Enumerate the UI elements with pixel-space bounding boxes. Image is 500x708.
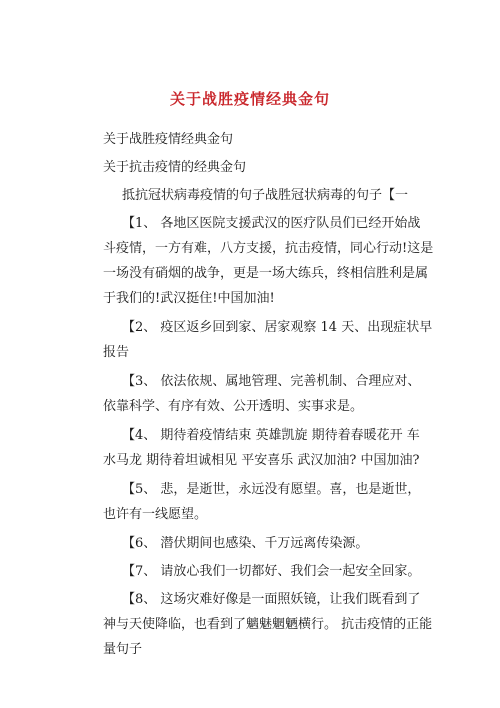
item-1-line-2: 斗疫情，一方有难，八方支援，抗击疫情，同心行动!这是 <box>103 241 434 256</box>
item-2-line-2: 报告 <box>103 345 130 360</box>
line-subtitle-2: 关于抗击疫情的经典金句 <box>103 160 247 175</box>
item-6-line-1: 【6、 潜伏期间也感染、千万远离传染源。 <box>122 536 369 551</box>
item-2-line-1: 【2、 疫区返乡回到家、居家观察 14 天、出现症状早 <box>122 320 433 335</box>
item-1-line-4: 于我们的!武汉挺住!中国加油! <box>103 291 275 306</box>
item-3-line-1: 【3、 依法依规、属地管理、完善机制、合理应对、 <box>122 374 421 389</box>
document-title: 关于战胜疫情经典金句 <box>169 90 330 108</box>
item-5-line-1: 【5、 悲，是逝世，永远没有愿望。喜，也是逝世， <box>122 482 421 497</box>
item-4-line-1: 【4、 期待着疫情结束 英雄凯旋 期待着春暖花开 车 <box>122 428 420 443</box>
item-8-line-1: 【8、 这场灾难好像是一面照妖镜，让我们既看到了 <box>122 592 421 607</box>
item-5-line-2: 也许有一线愿望。 <box>103 507 208 522</box>
line-intro: 抵抗冠状病毒疫情的句子战胜冠状病毒的句子【一 <box>122 188 409 203</box>
line-subtitle-1: 关于战胜疫情经典金句 <box>103 132 234 147</box>
item-4-line-2: 水马龙 期待着坦诚相见 平安喜乐 武汉加油? 中国加油? <box>103 453 420 468</box>
item-8-line-2: 神与天使降临，也看到了魑魅魍魉横行。 抗击疫情的正能 <box>103 617 433 632</box>
item-3-line-2: 依靠科学、有序有效、公开透明、实事求是。 <box>103 399 364 414</box>
item-1-line-3: 一场没有硝烟的战争，更是一场大练兵，终相信胜利是属 <box>103 266 429 281</box>
item-7-line-1: 【7、 请放心我们一切都好、我们会一起安全回家。 <box>122 564 421 579</box>
item-8-line-3: 量句子 <box>103 642 143 657</box>
item-1-line-1: 【1、 各地区医院支援武汉的医疗队员们已经开始战 <box>122 216 421 231</box>
